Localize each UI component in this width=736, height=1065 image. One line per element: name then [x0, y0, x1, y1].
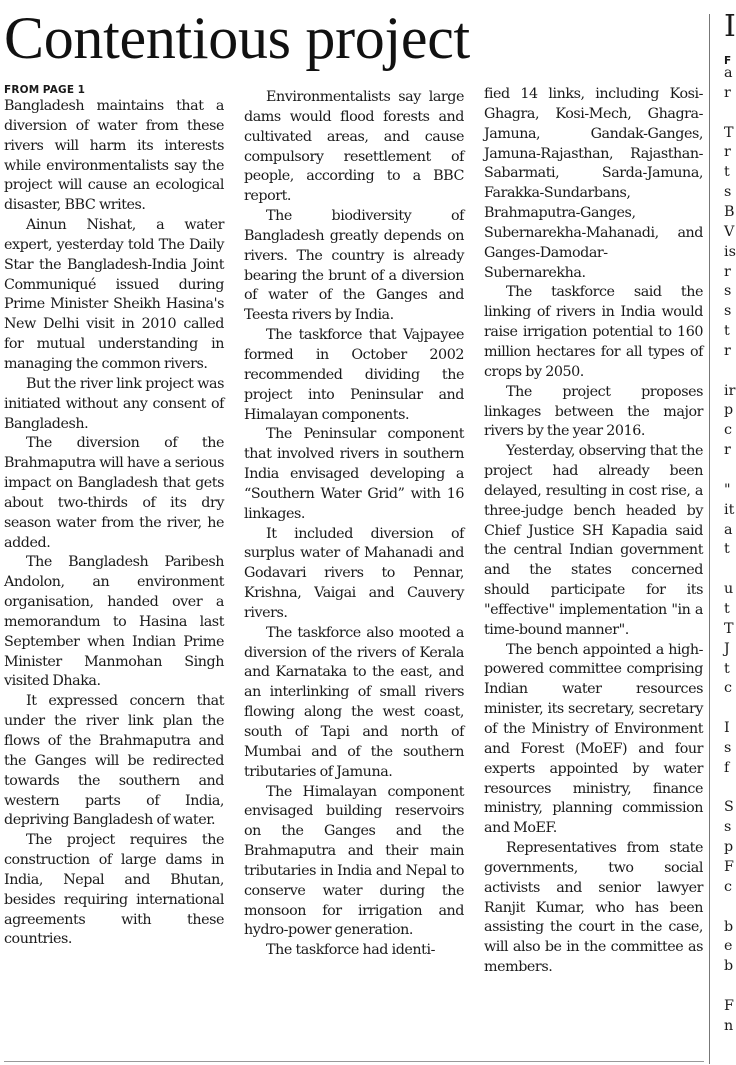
adjacent-article-cropped — [722, 0, 736, 1065]
adjacent-line-fragment: it — [724, 501, 735, 518]
paragraph: It included diversion of surplus water of Mahanadi and Godavari rivers to Pennar, Krishna, Vaigai and Cauvery rivers. — [244, 525, 464, 621]
headline: Contentious project — [4, 5, 470, 71]
paragraph: The biodiversity of Bangladesh greatly depends on rivers. The country is already bearing the brunt of a diversion of water of the Ganges and Teesta rivers by India. — [244, 208, 464, 324]
adjacent-line-fragment: B — [724, 203, 735, 220]
paragraph: fied 14 links, including Kosi-Ghagra, Kosi-Mech, Ghagra-Jamuna, Gandak-Ganges, Jamuna-Rajasthan, Rajasthan-Sabarmati, Sarda-Jamuna, Farakka-Sundarbans, Brahmaputra-Ganges, Subernarekha-Mahanadi, and Ganges-Damodar-Subernarekha. — [484, 86, 703, 281]
adjacent-line-fragment: s — [724, 739, 732, 756]
adjacent-line-fragment: c — [724, 878, 733, 895]
article-column-1 — [4, 84, 224, 950]
adjacent-line-fragment: p — [724, 839, 734, 856]
adjacent-headline-fragment: I — [724, 9, 736, 44]
paragraph: The taskforce also mooted a diversion of the rivers of Kerala and Karnataka to the east, and an interlinking of small rivers flowing along the west coast, south of Tapi and north of Mumbai and of the southern tributaries of Jamuna. — [244, 624, 464, 780]
article-column-3 — [484, 85, 703, 978]
paragraph: The Himalayan component envisaged building reservoirs on the Ganges and the Brahmaputra and their main tributaries in India and Nepal to conserve water during the monsoon for irrigation and hydro-power generation. — [244, 783, 464, 939]
paragraph: Representatives from state governments, two social activists and senior lawyer Ranjit Kumar, who has been assisting the court in the case, will also be in the committee as members. — [484, 840, 703, 976]
paragraph: The bench appointed a high-powered committee comprising Indian water resources minister, its secretary, secretary of the Ministry of Environment and Forest (MoEF) and four experts appointed by water resources ministry, finance ministry, planning commission and MoEF. — [484, 641, 703, 837]
adjacent-line-fragment: I — [724, 720, 730, 737]
adjacent-line-fragment: f — [724, 759, 730, 776]
adjacent-line-fragment: t — [724, 164, 730, 181]
adjacent-kicker-fragment: F — [724, 55, 732, 67]
adjacent-line-fragment: s — [724, 819, 732, 836]
paragraph: Bangladesh maintains that a diversion of water from these rivers will harm its interests while environmentalists say the project will cause an ecological disaster, BBC writes. — [4, 98, 224, 214]
paragraph: The project proposes linkages between the major rivers by the year 2016. — [484, 383, 703, 440]
adjacent-line-fragment: n — [724, 1017, 734, 1034]
kicker-from-page-1: FROM PAGE 1 — [4, 84, 86, 96]
adjacent-line-fragment: a — [724, 521, 733, 538]
paragraph: Ainun Nishat, a water expert, yesterday told The Daily Star the Bangladesh-India Joint Communiqué issued during Prime Minister Sheikh Hasina's New Delhi visit in 2010 called for mutual understanding in managing the common rivers. — [4, 217, 224, 372]
adjacent-line-fragment: V — [724, 223, 735, 240]
adjacent-line-fragment: J — [724, 640, 730, 657]
adjacent-line-fragment: " — [724, 481, 731, 498]
paragraph: The taskforce that Vajpayee formed in October 2002 recommended dividing the project into Peninsular and Himalayan components. — [244, 327, 464, 423]
adjacent-line-fragment: ir — [724, 382, 736, 399]
adjacent-line-fragment: t — [724, 600, 730, 617]
adjacent-line-fragment: t — [724, 541, 730, 558]
adjacent-line-fragment: s — [724, 283, 732, 300]
adjacent-line-fragment: s — [724, 184, 732, 201]
adjacent-line-fragment: r — [724, 144, 731, 161]
adjacent-line-fragment: r — [724, 84, 731, 101]
paragraph: The Bangladesh Paribesh Andolon, an environment organisation, handed over a memorandum to Hasina last September when Indian Prime Minister Manmohan Singh visited Dhaka. — [4, 554, 224, 690]
column-divider — [709, 14, 710, 1064]
paragraph: The project requires the construction of large dams in India, Nepal and Bhutan, besides requiring international agreements with these countries. — [4, 832, 224, 948]
adjacent-line-fragment: b — [724, 958, 734, 975]
adjacent-line-fragment: s — [724, 303, 732, 320]
adjacent-line-fragment: t — [724, 660, 730, 677]
article-column-2 — [244, 88, 464, 961]
adjacent-line-fragment: t — [724, 323, 730, 340]
adjacent-line-fragment: r — [724, 442, 731, 459]
adjacent-line-fragment: u — [724, 581, 734, 598]
adjacent-line-fragment: is — [724, 243, 736, 260]
paragraph: Yesterday, observing that the project had already been delayed, resulting in cost rise, a three-judge bench headed by Chief Justice SH Kapadia said the central Indian government and the states concerned should participate for its "effective" implementation "in a time-bound manner". — [484, 443, 703, 638]
paragraph: The Peninsular component that involved rivers in southern India envisaged developing a “Southern Water Grid” with 16 linkages. — [244, 426, 464, 522]
paragraph: The diversion of the Brahmaputra will have a serious impact on Bangladesh that gets about two-thirds of its dry season water from the river, he added. — [4, 435, 224, 551]
adjacent-line-fragment: F — [724, 997, 734, 1014]
bottom-rule — [4, 1061, 704, 1062]
adjacent-line-fragment: e — [724, 938, 733, 955]
adjacent-line-fragment: S — [724, 799, 734, 816]
adjacent-line-fragment: F — [724, 859, 734, 875]
adjacent-line-fragment: r — [724, 342, 731, 359]
adjacent-line-fragment: c — [724, 422, 733, 439]
paragraph: Environmentalists say large dams would flood forests and cultivated areas, and cause compulsory resettlement of people, according to a BBC report. — [244, 89, 464, 205]
paragraph: But the river link project was initiated without any consent of Bangladesh. — [4, 375, 224, 432]
adjacent-line-fragment: b — [724, 918, 734, 935]
adjacent-line-fragment: c — [724, 680, 733, 697]
paragraph: The taskforce had identi- — [266, 942, 435, 959]
adjacent-line-fragment: r — [724, 263, 731, 280]
paragraph: It expressed concern that under the river link plan the flows of the Brahmaputra and the Ganges will be redirected towards the southern and western parts of India, depriving Bangladesh of water. — [4, 693, 224, 829]
adjacent-line-fragment: T — [724, 124, 734, 141]
adjacent-line-fragment: p — [724, 402, 734, 419]
paragraph: The taskforce said the linking of rivers in India would raise irrigation potential to 160 million hectares for all types of crops by 2050. — [484, 284, 703, 380]
adjacent-line-fragment: a — [724, 65, 733, 81]
adjacent-line-fragment: T — [724, 620, 734, 637]
